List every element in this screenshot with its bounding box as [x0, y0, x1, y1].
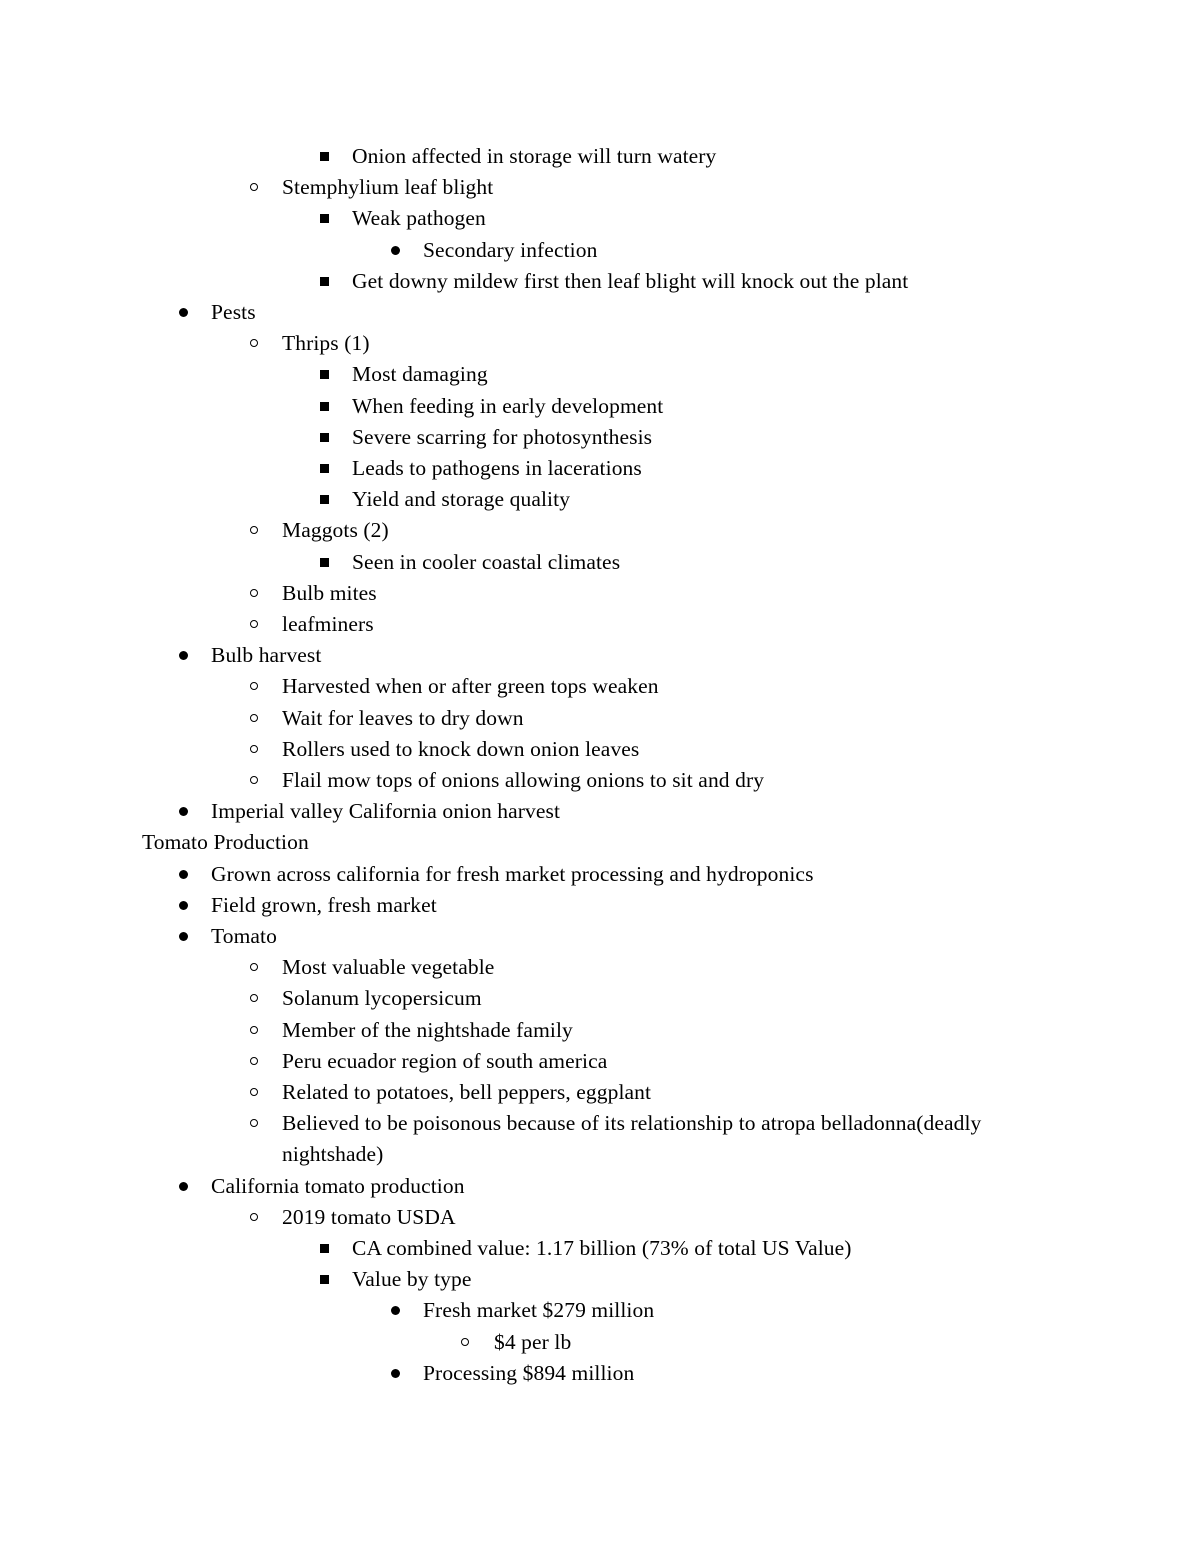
list-item-level-2: Thrips (1): [282, 331, 370, 356]
circle-bullet-icon: [250, 776, 258, 784]
square-bullet-icon: [320, 558, 329, 567]
list-item-level-2: Member of the nightshade family: [282, 1017, 573, 1042]
square-bullet-icon: [320, 152, 329, 161]
list-item-level-3: Leads to pathogens in lacerations: [352, 456, 642, 480]
circle-bullet-icon: [250, 714, 258, 722]
square-bullet-icon: [320, 1275, 329, 1284]
square-bullet-icon: [320, 464, 329, 473]
disc-bullet-icon: [391, 1369, 400, 1378]
list-item-level-1: Pests: [211, 300, 256, 324]
list-item-level-3: When feeding in early development: [352, 393, 664, 418]
disc-bullet-icon: [179, 901, 188, 910]
list-item-level-4: Fresh market $279 million: [423, 1298, 655, 1323]
list-item-level-2: Believed to be poisonous because of its relationship to atropa belladonna(deadly nightshade): [282, 1111, 982, 1167]
list-item-level-2: Harvested when or after green tops weaken: [282, 674, 659, 699]
disc-bullet-icon: [391, 1306, 400, 1315]
list-item-level-2: Peru ecuador region of south america: [282, 1048, 608, 1073]
list-item-level-4: Processing $894 million: [423, 1360, 635, 1385]
list-item-level-3: Get downy mildew first then leaf blight will knock out the plant: [352, 268, 909, 293]
square-bullet-icon: [320, 1244, 329, 1253]
list-item-level-3: Yield and storage quality: [352, 487, 571, 512]
list-item-level-1: Bulb harvest: [211, 643, 322, 668]
square-bullet-icon: [320, 495, 329, 504]
list-item-level-1: California tomato production: [211, 1173, 465, 1198]
list-item-level-3: Seen in cooler coastal climates: [352, 549, 621, 574]
square-bullet-icon: [320, 370, 329, 379]
circle-bullet-icon: [250, 1119, 258, 1127]
circle-bullet-icon: [250, 963, 258, 971]
disc-bullet-icon: [179, 807, 188, 816]
disc-bullet-icon: [179, 870, 188, 879]
section-heading: Tomato Production: [142, 830, 309, 855]
list-item-level-1: Field grown, fresh market: [211, 892, 437, 917]
list-item-level-3: Severe scarring for photosynthesis: [352, 424, 653, 449]
list-item-level-2: Related to potatoes, bell peppers, eggplant: [282, 1080, 652, 1104]
list-item-level-1: Grown across california for fresh market processing and hydroponics: [211, 861, 814, 886]
list-item-level-4: Secondary infection: [423, 237, 598, 262]
circle-bullet-icon: [250, 526, 258, 534]
list-item-level-2: leafminers: [282, 612, 374, 636]
circle-bullet-icon: [250, 589, 258, 597]
list-item-level-2: Maggots (2): [282, 518, 389, 543]
square-bullet-icon: [320, 214, 329, 223]
circle-bullet-icon: [250, 339, 258, 347]
list-item-level-2: 2019 tomato USDA: [282, 1204, 456, 1229]
list-item-level-2: Stemphylium leaf blight: [282, 175, 494, 200]
list-item-level-3: Most damaging: [352, 362, 488, 387]
square-bullet-icon: [320, 277, 329, 286]
circle-bullet-icon: [461, 1338, 469, 1346]
square-bullet-icon: [320, 433, 329, 442]
list-item-level-1: Imperial valley California onion harvest: [211, 799, 561, 824]
disc-bullet-icon: [179, 1182, 188, 1191]
list-item-level-3: Weak pathogen: [352, 206, 486, 231]
square-bullet-icon: [320, 402, 329, 411]
list-item-level-1: Tomato: [211, 924, 277, 948]
disc-bullet-icon: [391, 246, 400, 255]
list-item-level-2: Rollers used to knock down onion leaves: [282, 736, 640, 761]
list-item-level-2: Wait for leaves to dry down: [282, 705, 524, 730]
circle-bullet-icon: [250, 183, 258, 191]
disc-bullet-icon: [179, 308, 188, 317]
circle-bullet-icon: [250, 682, 258, 690]
list-item-level-2: Most valuable vegetable: [282, 955, 495, 980]
list-item-level-2: Bulb mites: [282, 580, 377, 605]
circle-bullet-icon: [250, 1088, 258, 1096]
circle-bullet-icon: [250, 620, 258, 628]
list-item-level-3: Value by type: [352, 1267, 472, 1292]
circle-bullet-icon: [250, 1213, 258, 1221]
list-item-level-2: Flail mow tops of onions allowing onions to sit and dry: [282, 768, 765, 792]
disc-bullet-icon: [179, 651, 188, 660]
circle-bullet-icon: [250, 745, 258, 753]
circle-bullet-icon: [250, 1026, 258, 1034]
circle-bullet-icon: [250, 1057, 258, 1065]
list-item-level-2: Solanum lycopersicum: [282, 986, 482, 1011]
list-item-level-3: CA combined value: 1.17 billion (73% of total US Value): [352, 1236, 852, 1260]
circle-bullet-icon: [250, 994, 258, 1002]
list-item-level-3: Onion affected in storage will turn watery: [352, 144, 717, 168]
disc-bullet-icon: [179, 932, 188, 941]
list-item-level-5: $4 per lb: [494, 1329, 572, 1354]
